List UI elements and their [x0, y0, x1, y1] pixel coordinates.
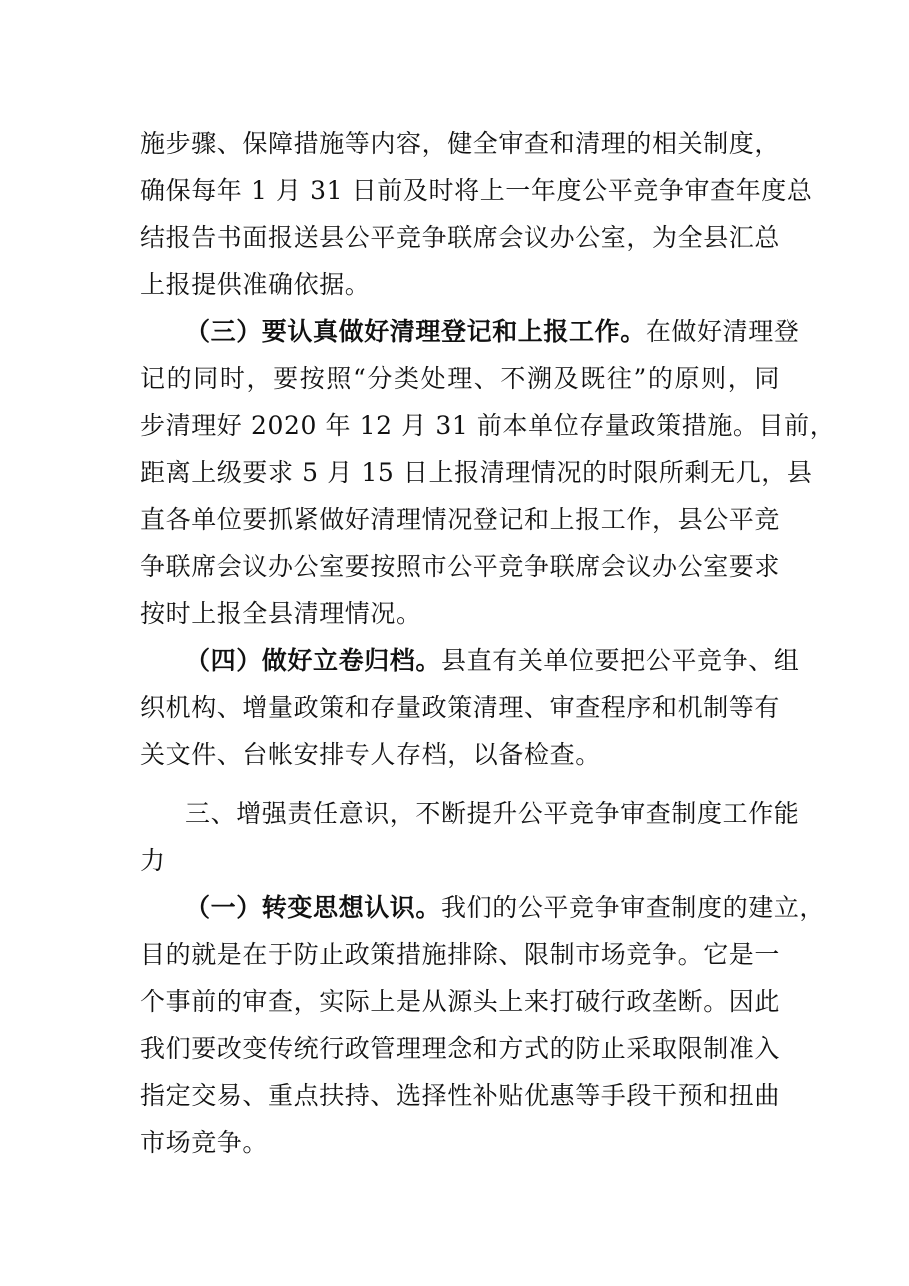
line-text: 目的就是在于防止政策措施排除、限制市场竞争。它是一	[140, 940, 781, 969]
line-text: 上报提供准确依据。	[140, 270, 371, 299]
line-text: 织机构、增量政策和存量政策清理、审查程序和机制等有	[140, 693, 781, 722]
section-heading: （一）转变思想认识。	[185, 893, 442, 922]
line-text: 步清理好 2020 年 12 月 31 前本单位存量政策措施。目前，	[140, 411, 836, 440]
paragraph-line	[140, 1026, 780, 1072]
line-text: 指定交易、重点扶持、选择性补贴优惠等手段干预和扭曲	[140, 1081, 781, 1110]
line-text: 在做好清理登	[645, 317, 800, 346]
line-text: 施步骤、保障措施等内容，健全审查和清理的相关制度，	[140, 129, 781, 158]
line-text: 我们的公平竞争审查制度的建立，	[441, 893, 826, 922]
paragraph-line	[140, 591, 780, 637]
paragraph-line	[140, 932, 780, 978]
line-text: 直各单位要抓紧做好清理情况登记和上报工作，县公平竞	[140, 505, 781, 534]
section-heading: （四）做好立卷归档。	[185, 646, 442, 675]
section-heading: （三）要认真做好清理登记和上报工作。	[185, 317, 646, 346]
section-heading-line	[185, 309, 800, 355]
paragraph-line	[140, 450, 813, 496]
line-text: 记的同时，要按照“分类处理、不溯及既往”的原则，同	[140, 364, 780, 393]
paragraph-line	[140, 403, 836, 449]
paragraph-line	[140, 979, 780, 1025]
line-text: 结报告书面报送县公平竞争联席会议办公室，为全县汇总	[140, 223, 781, 252]
chapter-heading: 三、增强责任意识，不断提升公平竞争审查制度工作能	[185, 799, 800, 828]
paragraph-line	[140, 121, 780, 167]
line-text: 距离上级要求 5 月 15 日上报清理情况的时限所剩无几，县	[140, 458, 813, 487]
line-text: 我们要改变传统行政管理理念和方式的防止采取限制准入	[140, 1034, 781, 1063]
paragraph-line	[140, 732, 780, 778]
paragraph-line	[140, 497, 780, 543]
paragraph-line	[140, 1073, 780, 1119]
paragraph-line	[140, 262, 780, 308]
paragraph-line	[140, 356, 780, 402]
section-heading-line	[185, 638, 800, 684]
line-text: 县直有关单位要把公平竞争、组	[441, 646, 800, 675]
chapter-heading-line	[185, 791, 800, 837]
line-text: 确保每年 1 月 31 日前及时将上一年度公平竞争审查年度总	[140, 176, 813, 205]
line-text: 市场竞争。	[140, 1128, 269, 1157]
paragraph-line	[140, 215, 780, 261]
chapter-heading-line	[140, 838, 780, 884]
section-heading-line	[185, 885, 826, 931]
paragraph-line	[140, 685, 780, 731]
paragraph-line	[140, 1120, 780, 1166]
line-text: 关文件、台帐安排专人存档，以备检查。	[140, 740, 601, 769]
paragraph-line	[140, 544, 780, 590]
line-text: 个事前的审查，实际上是从源头上来打破行政垄断。因此	[140, 987, 781, 1016]
line-text: 争联席会议办公室要按照市公平竞争联席会议办公室要求	[140, 552, 781, 581]
line-text: 按时上报全县清理情况。	[140, 599, 422, 628]
paragraph-line	[140, 168, 813, 214]
chapter-heading: 力	[140, 846, 166, 875]
